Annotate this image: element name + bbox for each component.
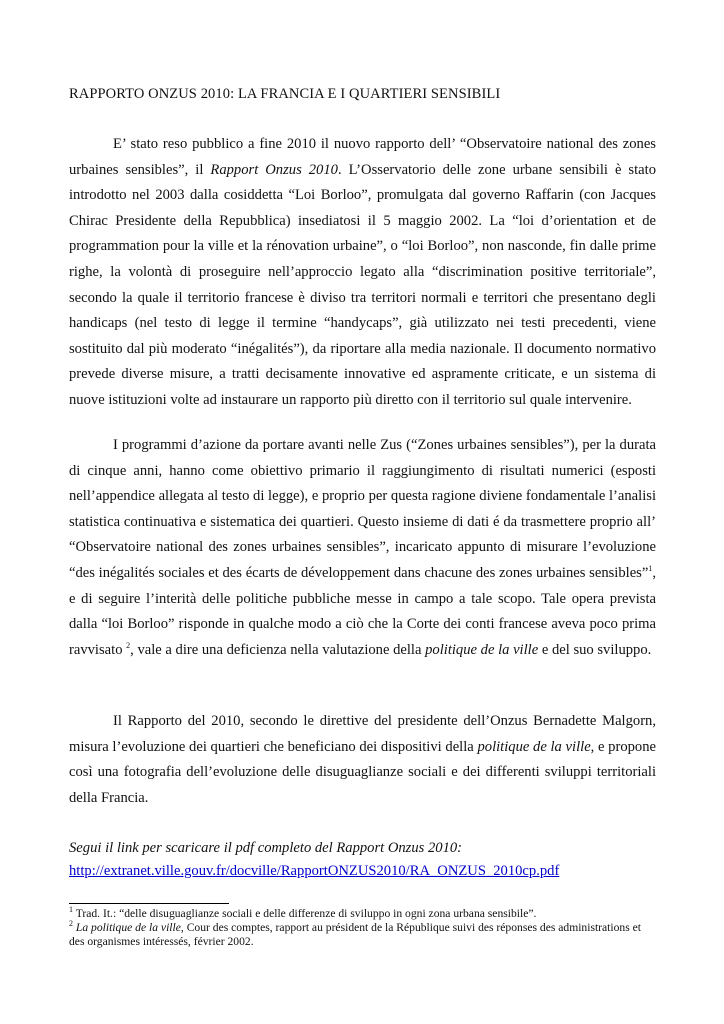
footnote-ref-2[interactable]: 2 [126, 640, 131, 650]
footnote-1-text: Trad. It.: “delle disuguaglianze sociali e delle differenze di sviluppo in ogni zona urbana sensibile”. [73, 907, 537, 920]
p2-text-c: , vale a dire una deficienza nella valutazione della [130, 641, 426, 658]
footnote-divider [69, 903, 229, 904]
paragraph-3 [69, 709, 656, 811]
p2-text-a: I programmi d’azione da portare avanti nelle Zus (“Zones urbaines sensibles”), per la durata di cinque anni, hanno come obiettivo primario il raggiungimento di risultati numerici (esposti nell’appendice allegata al testo di legge), e proprio per questa ragione diviene fondamentale l’analisi statistica continuativa e sistematica dei quartieri. Questo insieme di dati é da trasmettere proprio all’ “Observatoire national des zones urbaines sensibles”, incaricato appunto di misurare l’evoluzione “des inégalités sociales et des écarts de développement dans chacune des zones urbaines sensibles” [69, 437, 656, 581]
footnotes [69, 907, 659, 949]
p2-politique-term: politique de la ville [425, 641, 539, 658]
paragraph-2 [69, 433, 656, 663]
page-title: RAPPORTO ONZUS 2010: LA FRANCIA E I QUARTIERI SENSIBILI [69, 86, 501, 102]
footnote-ref-1[interactable]: 1 [648, 564, 653, 574]
footnote-2-number: 2 [69, 919, 73, 929]
download-instruction: Segui il link per scaricare il pdf completo del Rapport Onzus 2010: [69, 840, 463, 856]
p3-politique-term: politique de la ville [477, 738, 591, 755]
p2-text-b: , e di seguire l’interità delle politiche pubbliche messe in campo a tale scopo. Tale opera prevista dalla “loi Borloo” risponde in qualche modo a ciò che la Corte dei conti francese aveva poco prima ravvisato [69, 564, 656, 658]
pdf-download-link[interactable]: http://extranet.ville.gouv.fr/docville/RapportONZUS2010/RA_ONZUS_2010cp.pdf [69, 863, 560, 879]
footnote-2 [69, 921, 659, 949]
footnote-2-title: La politique de la ville [75, 921, 181, 934]
footnote-1 [69, 907, 659, 921]
p1-report-name: Rapport Onzus 2010 [210, 161, 338, 178]
p3-text-c: , e propone così una fotografia dell’evoluzione delle disuguaglianze sociali e dei differenti sviluppi territoriali della Francia. [69, 738, 656, 806]
p3-text-a: Il Rapporto del 2010, secondo le direttive del presidente dell’Onzus Bernadette Malgorn, misura l’evoluzione dei quartieri che beneficiano dei dispositivi della [69, 713, 656, 755]
footnote-2-text: , Cour des comptes, rapport au président de la République suivi des réponses des administrations et des organismes intéressés, février 2002. [69, 921, 642, 948]
footnote-1-number: 1 [69, 905, 73, 915]
p2-text-e: e del suo sviluppo. [538, 641, 652, 658]
p1-text-c: . L’Osservatorio delle zone urbane sensibili è stato introdotto nel 2003 dalla cosiddetta “Loi Borloo”, promulgata dal governo Raffarin (con Jacques Chirac Presidente della Repubblica) insediatosi il 5 maggio 2002. La “loi d’orientation et de programmation pour la ville et la rénovation urbaine”, o “loi Borloo”, non nasconde, fin dalle prime righe, la volontà di proseguire nell’approccio legato alla “discrimination positive territoriale”, secondo la quale il territorio francese è diviso tra territori normali e territori che presentano degli handicaps (nel testo di legge il termine “handycaps”, già utilizzato nei testi precedenti, viene sostituito dal più moderato “inégalités”), da riportare alla media nazionale. Il documento normativo prevede diverse misure, a tratti decisamente innovative ed aspramente criticate, e un sistema di nuove istituzioni volte ad instaurare un rapporto più diretto con il territorio sul quale intervenire. [69, 161, 656, 408]
p1-text-a: E’ stato reso pubblico a fine 2010 il nuovo rapporto dell’ “Observatoire national des zones urbaines sensibles”, il [69, 136, 656, 178]
paragraph-1 [69, 132, 656, 414]
